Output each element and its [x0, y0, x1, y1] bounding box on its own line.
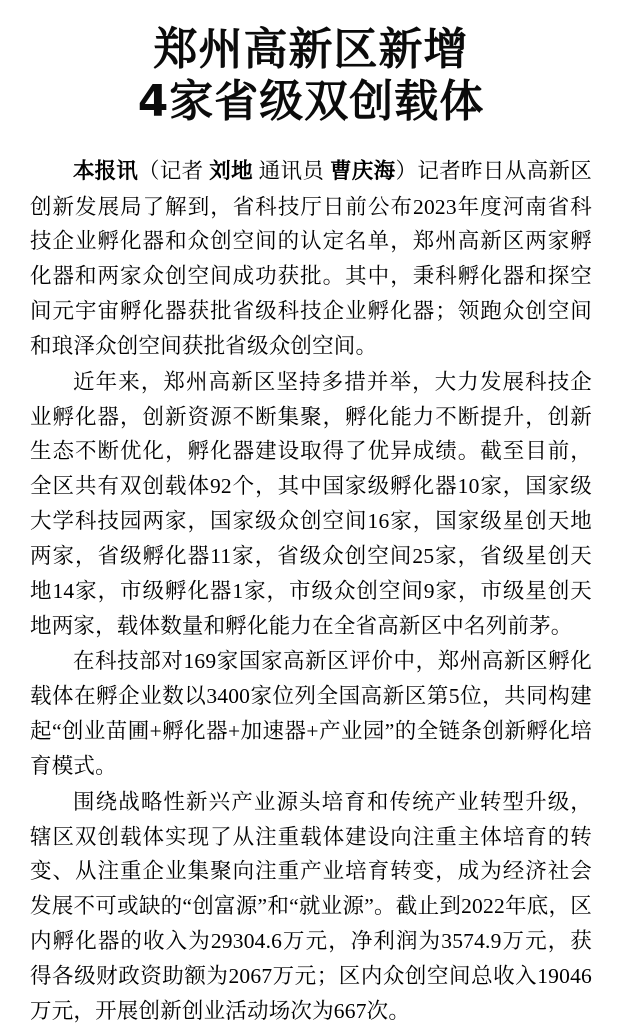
byline-reporter: 刘地 — [209, 158, 253, 184]
headline-line-1: 郑州高新区新增 — [153, 24, 469, 75]
paragraph-1-text: 记者昨日从高新区创新发展局了解到，省科技厅日前公布2023年度河南省科技企业孵化器和众创空间的认定名单，郑州高新区两家孵化器和两家众创空间成功获批。其中，秉科孵化器和探空间元宇宙孵化器获批省级科技企业孵化器；领跑众创空间和琅泽众创空间获批省级众创空间。 — [30, 158, 592, 358]
byline-suffix: ） — [395, 158, 418, 183]
paragraph-4: 围绕战略性新兴产业源头培育和传统产业转型升级，辖区双创载体实现了从注重载体建设向注重主体培育的转变、从注重企业集聚向注重产业培育转变，成为经济社会发展不可或缺的“创富源”和“就业源”。截止到2022年底，区内孵化器的收入为29304.6万元，净利润为3574.9万元，获得各级财政资助额为2067万元；区内众创空间总收入19046万元，开展创新创业活动场次为667次。 — [30, 789, 592, 1023]
byline-middle: 通讯员 — [252, 158, 330, 183]
page-title — [30, 24, 592, 128]
headline-line-2: 4家省级双创载体 — [137, 75, 485, 127]
paragraph-1 — [30, 154, 592, 364]
lead-label: 本报讯 — [73, 158, 138, 184]
byline-prefix: （记者 — [137, 158, 210, 183]
paragraph-2: 近年来，郑州高新区坚持多措并举，大力发展科技企业孵化器，创新资源不断集聚，孵化能力不断提升，创新生态不断优化，孵化器建设取得了优异成绩。截至目前，全区共有双创载体92个，其中国家级孵化器10家，国家级大学科技园两家，国家级众创空间16家，国家级星创天地两家，省级孵化器11家，省级众创空间25家，省级星创天地14家，市级孵化器1家，市级众创空间9家，市级星创天地两家，载体数量和孵化能力在全省高新区中名列前茅。 — [30, 369, 592, 638]
paragraph-3: 在科技部对169家国家高新区评价中，郑州高新区孵化载体在孵企业数以3400家位列全国高新区第5位，共同构建起“创业苗圃+孵化器+加速器+产业园”的全链条创新孵化培育模式。 — [30, 649, 592, 778]
byline-correspondent: 曹庆海 — [329, 158, 396, 184]
article-body — [30, 154, 592, 1029]
